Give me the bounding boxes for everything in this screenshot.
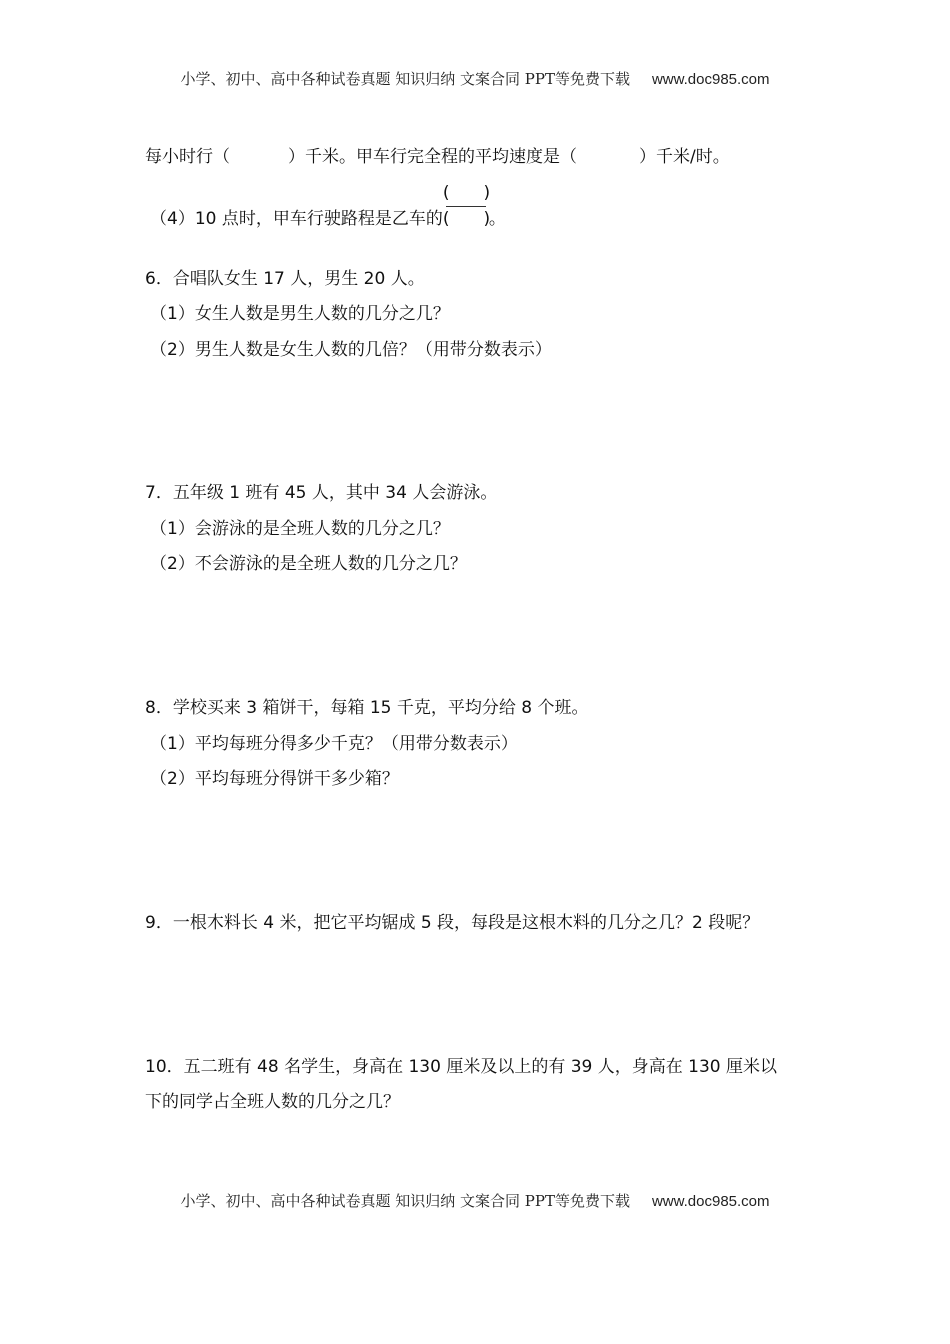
footer-text: 小学、初中、高中各种试卷真题 知识归纳 文案合同 PPT等免费下载 — [180, 1192, 630, 1210]
q5-cont-b: ）千米。甲车行完全程的平均速度是（ — [288, 147, 577, 167]
q5-part4 — [150, 183, 506, 230]
page-header — [0, 68, 950, 89]
header-text: 小学、初中、高中各种试卷真题 知识归纳 文案合同 PPT等免费下载 — [180, 70, 630, 88]
q5-part4-text: （4）10 点时，甲车行驶路程是乙车的 — [150, 209, 443, 229]
q10-stem-line2: 下的同学占全班人数的几分之几？ — [145, 1092, 400, 1112]
q5-part4-end: 。 — [488, 209, 506, 229]
fraction-numerator: ( ) — [442, 183, 491, 203]
header-site: www.doc985.com — [651, 71, 770, 88]
q5-cont-c: ）千米/时。 — [639, 147, 730, 167]
q6-part1: （1）女生人数是男生人数的几分之几？ — [150, 304, 450, 324]
q6-stem: 6．合唱队女生 17 人，男生 20 人。 — [145, 269, 425, 289]
page-footer — [0, 1190, 950, 1211]
q6-part2: （2）男生人数是女生人数的几倍？（用带分数表示） — [150, 340, 552, 360]
q8-stem: 8．学校买来 3 箱饼干，每箱 15 千克，平均分给 8 个班。 — [145, 698, 589, 718]
q8-part2: （2）平均每班分得饼干多少箱？ — [150, 769, 399, 789]
fraction-blank — [442, 183, 491, 230]
q9-stem: 9．一根木料长 4 米，把它平均锯成 5 段，每段是这根木料的几分之几？2 段呢？ — [145, 913, 760, 933]
q10-stem-line1: 10．五二班有 48 名学生，身高在 130 厘米及以上的有 39 人，身高在 130 厘米以 — [145, 1057, 778, 1077]
fraction-bar — [446, 206, 486, 207]
q8-part1: （1）平均每班分得多少千克？（用带分数表示） — [150, 734, 518, 754]
q7-stem: 7．五年级 1 班有 45 人，其中 34 人会游泳。 — [145, 483, 498, 503]
q5-cont-a: 每小时行（ — [145, 147, 230, 167]
q7-part1: （1）会游泳的是全班人数的几分之几？ — [150, 519, 450, 539]
footer-site: www.doc985.com — [651, 1193, 770, 1210]
fraction-denominator: ( ) — [442, 209, 491, 229]
q7-part2: （2）不会游泳的是全班人数的几分之几？ — [150, 554, 467, 574]
q5-continuation-line — [145, 146, 730, 168]
